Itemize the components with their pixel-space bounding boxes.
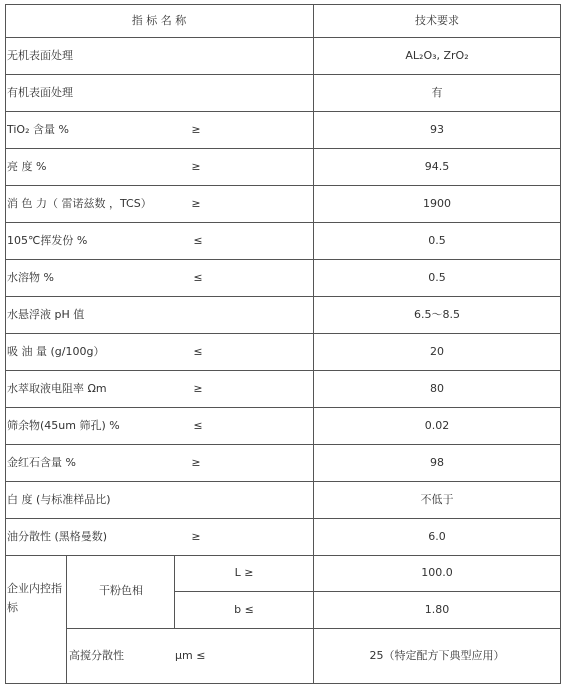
- row-name: 亮 度 %: [7, 160, 47, 173]
- row-requirement: 不低于: [420, 493, 454, 506]
- row-condition: ≥: [191, 123, 201, 136]
- row-divider: [5, 333, 561, 334]
- row-divider: [5, 444, 561, 445]
- row-name: 油分散性 (黑格曼数): [7, 530, 108, 543]
- row-requirement: 6.0: [428, 530, 446, 543]
- row-divider: [5, 370, 561, 371]
- table-border-top: [5, 4, 561, 5]
- table-border-bottom: [5, 683, 561, 684]
- row-name: 消 色 力（ 雷诺兹数 ，TCS）: [7, 197, 152, 210]
- row-divider: [5, 407, 561, 408]
- row-name: 吸 油 量 (g/100g）: [7, 345, 105, 358]
- row-name: 筛余物(45um 筛孔) %: [7, 419, 120, 432]
- row-requirement: 0.02: [424, 419, 450, 432]
- row-divider: [5, 148, 561, 149]
- row-name: 水悬浮液 pH 值: [7, 308, 85, 321]
- sub-row-condition: L ≥: [234, 566, 254, 579]
- row-divider: [5, 296, 561, 297]
- row-requirement: 有: [431, 86, 443, 99]
- row-divider: [5, 111, 561, 112]
- high-speed-label: 高搅分散性: [69, 649, 124, 662]
- sub-row-requirement: 1.80: [424, 603, 450, 616]
- group-divider: [66, 555, 67, 684]
- row-condition: ≥: [191, 530, 201, 543]
- row-divider: [5, 185, 561, 186]
- row-name: 有机表面处理: [7, 86, 73, 99]
- row-name: 水溶物 %: [7, 271, 54, 284]
- high-speed-condition: μm ≤: [175, 649, 206, 662]
- header-requirement: 技术要求: [415, 14, 459, 27]
- row-requirement: 20: [430, 345, 444, 358]
- row-name: 金红石含量 %: [7, 456, 76, 469]
- row-divider: [5, 222, 561, 223]
- sub-column-divider: [174, 555, 175, 628]
- row-condition: ≥: [193, 382, 203, 395]
- row-condition: ≤: [193, 345, 203, 358]
- high-speed-requirement: 25（特定配方下典型应用）: [369, 649, 505, 662]
- row-name: TiO₂ 含量 %: [7, 123, 69, 136]
- row-requirement: 93: [430, 123, 444, 136]
- row-condition: ≥: [191, 456, 201, 469]
- row-requirement: 0.5: [428, 234, 446, 247]
- row-condition: ≥: [191, 160, 201, 173]
- spec-table: [5, 4, 561, 684]
- row-name: 105℃挥发份 %: [7, 234, 88, 247]
- row-requirement: 0.5: [428, 271, 446, 284]
- column-divider: [313, 4, 314, 684]
- row-requirement: AL₂O₃, ZrO₂: [405, 49, 469, 62]
- internal-group-label: 企业内控指: [7, 582, 62, 595]
- row-condition: ≤: [193, 234, 203, 247]
- row-divider: [5, 259, 561, 260]
- row-requirement: 6.5～8.5: [414, 308, 460, 321]
- internal-group-label-cont: 标: [7, 601, 18, 614]
- row-name: 水萃取液电阻率 Ωm: [7, 382, 107, 395]
- row-requirement: 94.5: [424, 160, 450, 173]
- row-name: 白 度 (与标准样品比): [7, 493, 111, 506]
- row-divider: [5, 555, 561, 556]
- row-requirement: 1900: [423, 197, 451, 210]
- sub-row-divider: [174, 591, 561, 592]
- row-divider: [5, 518, 561, 519]
- row-requirement: 80: [430, 382, 444, 395]
- table-border-right: [560, 4, 561, 684]
- row-requirement: 98: [430, 456, 444, 469]
- row-name: 无机表面处理: [7, 49, 73, 62]
- header-name: 指 标 名 称: [131, 14, 187, 27]
- row-condition: ≤: [193, 419, 203, 432]
- row-divider: [5, 37, 561, 38]
- table-border-left: [5, 4, 6, 684]
- row-divider: [5, 74, 561, 75]
- sub-row-requirement: 100.0: [421, 566, 453, 579]
- sub-row-condition: b ≤: [234, 603, 254, 616]
- row-condition: ≤: [193, 271, 203, 284]
- row-divider: [5, 481, 561, 482]
- dry-color-label: 干粉色相: [99, 584, 143, 597]
- row-condition: ≥: [191, 197, 201, 210]
